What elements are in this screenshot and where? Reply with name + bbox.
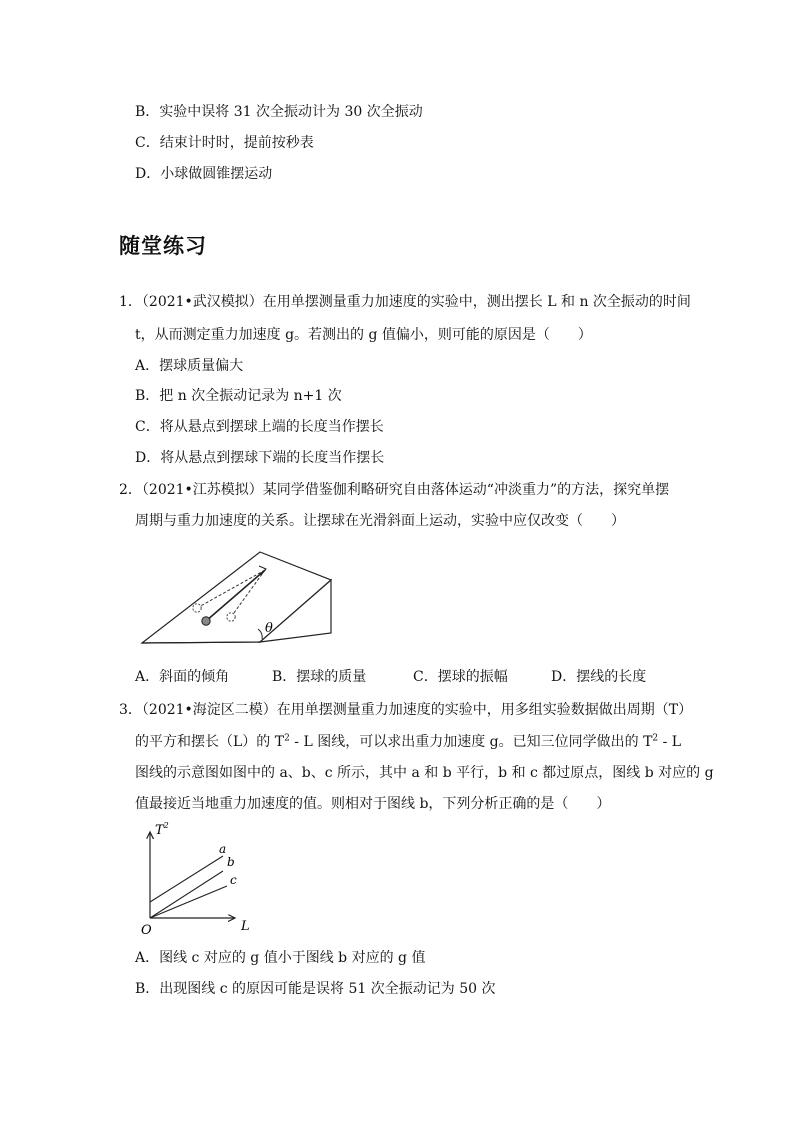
dashed-string-left	[197, 570, 265, 608]
q2-option-a: A．斜面的倾角	[135, 669, 230, 685]
q1-stem-line1: 1．（2021•武汉模拟）在用单摆测量重力加速度的实验中，测出摆长 L 和 n 次全振动的时间	[119, 294, 691, 310]
line-label-a: a	[219, 842, 227, 856]
origin-label: O	[141, 923, 152, 938]
dashed-string-right	[231, 570, 265, 617]
incline-pendulum-figure	[138, 545, 338, 651]
q3-line2-part-b: - L 图线，可以求出重力加速度 g。已知三位同学做出的 T	[289, 734, 653, 750]
option-d: D．小球做圆锥摆运动	[135, 166, 273, 182]
q1-stem-line2: t，从而测定重力加速度 g。若测出的 g 值偏小，则可能的原因是（ ）	[135, 327, 592, 343]
q3-stem-line2	[135, 732, 681, 752]
y-axis-label: $T^2$	[155, 821, 169, 838]
q3-stem-line3: 图线的示意图如图中的 a、b、c 所示，其中 a 和 b 平行，b 和 c 都过原点，图线 b 对应的 g	[135, 765, 714, 781]
option-b: B．实验中误将 31 次全振动计为 30 次全振动	[135, 104, 423, 120]
q1-option-c: C．将从悬点到摆球上端的长度当作摆长	[135, 419, 384, 435]
q2-option-b: B．摆球的质量	[272, 669, 367, 685]
q3-stem-line4: 值最接近当地重力加速度的值。则相对于图线 b，下列分析正确的是（ ）	[135, 796, 611, 812]
angle-label: θ	[265, 621, 273, 636]
q3-line2-sup1: 2	[284, 733, 290, 744]
q3-option-b: B．出现图线 c 的原因可能是误将 51 次全振动记为 50 次	[135, 981, 496, 997]
q3-line2-part-a: 的平方和摆长（L）的 T	[135, 734, 285, 750]
pendulum-ball	[202, 617, 210, 625]
section-title: 随堂练习	[119, 234, 207, 258]
angle-arc	[258, 629, 262, 639]
line-label-c: c	[230, 873, 237, 887]
dashed-ball-left	[193, 604, 201, 612]
q1-option-d: D．将从悬点到摆球下端的长度当作摆长	[135, 450, 385, 466]
q3-option-a: A．图线 c 对应的 g 值小于图线 b 对应的 g 值	[135, 950, 426, 966]
q3-line2-sup2: 2	[652, 733, 659, 744]
q1-option-a: A．摆球质量偏大	[135, 358, 244, 374]
q2-option-d: D．摆线的长度	[551, 669, 647, 685]
t2-l-graph	[135, 820, 265, 938]
x-axis-label: L	[241, 919, 250, 934]
q2-option-c: C．摆球的振幅	[413, 669, 508, 685]
q2-stem-line2: 周期与重力加速度的关系。让摆球在光滑斜面上运动，实验中应仅改变（ ）	[135, 513, 625, 529]
q1-option-b: B．把 n 次全振动记录为 n+1 次	[135, 388, 342, 404]
dashed-ball-right	[227, 613, 235, 621]
pendulum-string	[206, 570, 265, 621]
graph-line-c	[150, 886, 227, 918]
line-label-b: b	[227, 855, 235, 869]
q3-line2-part-c: - L	[658, 734, 682, 750]
option-c: C．结束计时时，提前按秒表	[135, 135, 314, 151]
q2-stem-line1: 2．（2021•江苏模拟）某同学借鉴伽利略研究自由落体运动“冲淡重力”的方法，探究单摆	[119, 482, 670, 498]
q3-stem-line1: 3．（2021•海淀区二模）在用单摆测量重力加速度的实验中，用多组实验数据做出周期（T）	[119, 702, 693, 718]
